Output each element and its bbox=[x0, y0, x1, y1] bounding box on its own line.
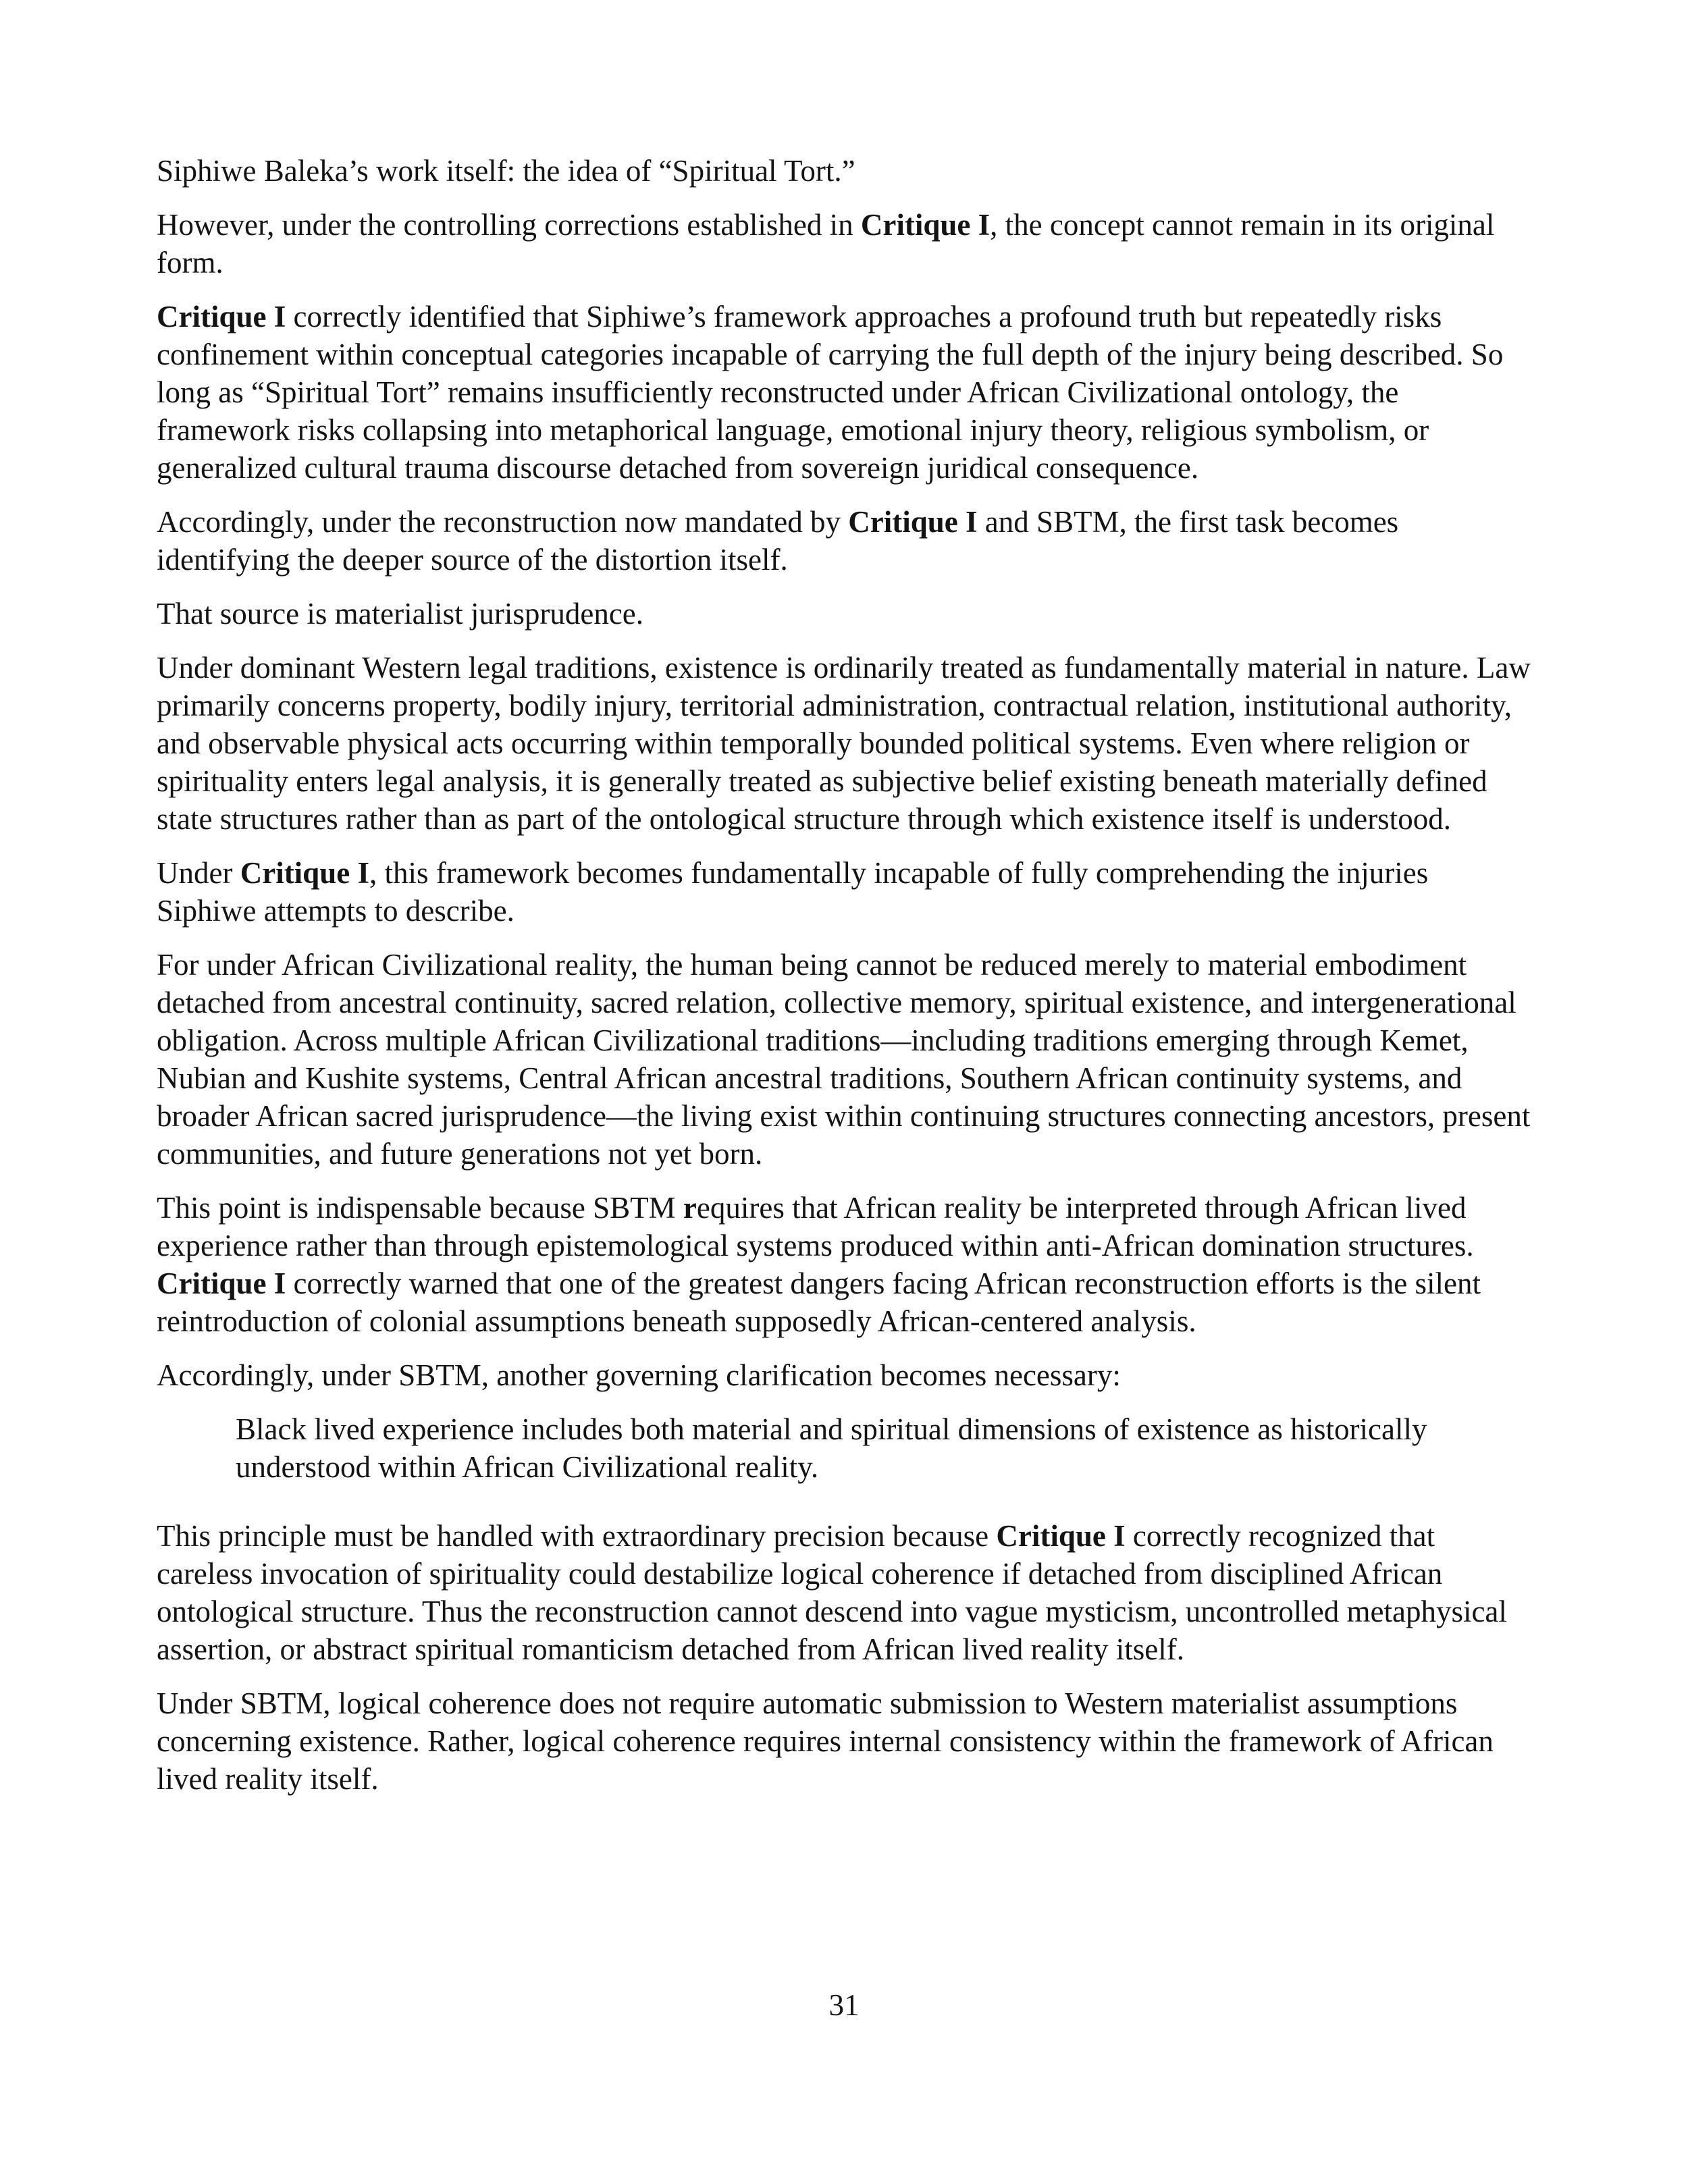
paragraph-12 bbox=[157, 1517, 1534, 1668]
text-run: correctly identified that Siphiwe’s framework approaches a profound truth but repeatedly risks confinement within conceptual categories incapable of carrying the full depth of the injury being described. So long as “Spiritual Tort” remains insufficiently reconstructed under African Civilizational ontology, the framework risks collapsing into metaphorical language, emotional injury theory, religious symbolism, or generalized cultural trauma discourse detached from sovereign juridical consequence. bbox=[157, 300, 1504, 485]
text-run: Accordingly, under the reconstruction now mandated by bbox=[157, 505, 849, 539]
text-run: Under dominant Western legal traditions, existence is ordinarily treated as fundamentally material in nature. Law primarily concerns property, bodily injury, territorial administration, contractual relation, institutional authority, and observable physical acts occurring within temporally bounded political systems. Even where religion or spirituality enters legal analysis, it is generally treated as subjective belief existing beneath materially defined state structures rather than as part of the ontological structure through which existence itself is understood. bbox=[157, 651, 1531, 836]
text-run: correctly warned that one of the greatest dangers facing African reconstruction efforts is the silent reintroduction of colonial assumptions beneath supposedly African-centered analysis. bbox=[157, 1267, 1481, 1338]
paragraph-5 bbox=[157, 595, 1534, 633]
text-run: Accordingly, under SBTM, another governing clarification becomes necessary: bbox=[157, 1358, 1121, 1392]
text-run: , the concept cannot remain in its original form. bbox=[157, 208, 1495, 279]
text-run: correctly recognized that careless invocation of spirituality could destabilize logical coherence if detached from disciplined African ontological structure. Thus the reconstruction cannot descend into vague mysticism, uncontrolled metaphysical assertion, or abstract spiritual romanticism detached from African lived reality itself. bbox=[157, 1519, 1507, 1666]
document-page bbox=[157, 152, 1534, 1814]
paragraph-4 bbox=[157, 503, 1534, 579]
page-number: 31 bbox=[828, 1988, 860, 2022]
text-run: This principle must be handled with extraordinary precision because bbox=[157, 1519, 997, 1553]
paragraph-10 bbox=[157, 1356, 1534, 1394]
text-run: Under bbox=[157, 856, 240, 890]
text-run: Under SBTM, logical coherence does not require automatic submission to Western materialist assumptions concerning existence. Rather, logical coherence requires internal consistency within the framework of African lived reality itself. bbox=[157, 1686, 1494, 1796]
critique-reference: Critique I bbox=[860, 208, 991, 242]
bold-letter: r bbox=[683, 1191, 697, 1225]
paragraph-7 bbox=[157, 854, 1534, 930]
text-run: For under African Civilizational reality, the human being cannot be reduced merely to material embodiment detached from ancestral continuity, sacred relation, collective memory, spiritual existence, and intergenerational obligation. Across multiple African Civilizational traditions—including traditions emerging through Kemet, Nubian and Kushite systems, Central African ancestral traditions, Southern African continuity systems, and broader African sacred jurisprudence—the living exist within continuing structures connecting ancestors, present communities, and future generations not yet born. bbox=[157, 948, 1531, 1171]
text-run: However, under the controlling corrections established in bbox=[157, 208, 861, 242]
text-run: Siphiwe Baleka’s work itself: the idea of “Spiritual Tort.” bbox=[157, 154, 855, 188]
critique-reference: Critique I bbox=[240, 856, 369, 890]
text-run: That source is materialist jurisprudence. bbox=[157, 597, 644, 631]
critique-reference: Critique I bbox=[996, 1519, 1126, 1553]
critique-reference: Critique I bbox=[848, 505, 978, 539]
paragraph-1 bbox=[157, 152, 1534, 190]
text-run: , this framework becomes fundamentally incapable of fully comprehending the injuries Siphiwe attempts to describe. bbox=[157, 856, 1429, 928]
block-quote bbox=[236, 1410, 1534, 1486]
paragraph-3 bbox=[157, 298, 1534, 487]
critique-reference: Critique I bbox=[157, 300, 286, 334]
paragraph-2 bbox=[157, 206, 1534, 282]
text-run: equires that African reality be interpreted through African lived experience rather than through epistemological systems produced within anti-African domination structures. bbox=[157, 1191, 1474, 1262]
paragraph-9 bbox=[157, 1189, 1534, 1340]
text-run: This point is indispensable because SBTM bbox=[157, 1191, 683, 1225]
critique-reference: Critique I bbox=[157, 1267, 286, 1300]
paragraph-8 bbox=[157, 946, 1534, 1173]
paragraph-6 bbox=[157, 649, 1534, 838]
text-run: Black lived experience includes both material and spiritual dimensions of existence as historically understood within African Civilizational reality. bbox=[236, 1412, 1427, 1484]
text-run: and SBTM, the first task becomes identifying the deeper source of the distortion itself. bbox=[157, 505, 1399, 577]
paragraph-13 bbox=[157, 1684, 1534, 1798]
